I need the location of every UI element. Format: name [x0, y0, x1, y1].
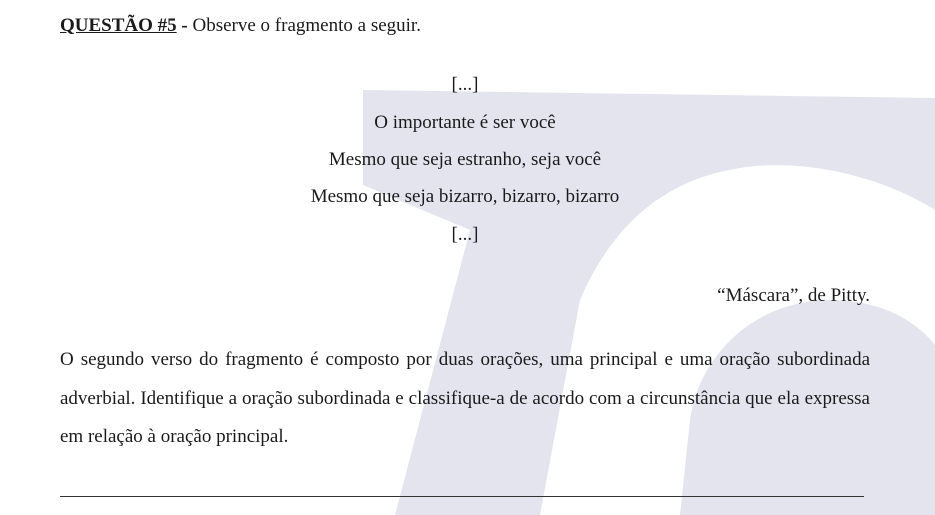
question-heading: [60, 14, 421, 38]
excerpt-line: Mesmo que seja estranho, seja você: [328, 149, 602, 170]
question-intro: Observe o fragmento a seguir.: [192, 15, 421, 36]
excerpt-line: [...]: [451, 74, 479, 95]
excerpt-line: Mesmo que seja bizarro, bizarro, bizarro: [310, 186, 620, 207]
question-number: QUESTÃO #5: [60, 15, 177, 36]
excerpt-attribution: “Máscara”, de Pitty.: [717, 285, 870, 306]
question-prompt: O segundo verso do fragmento é composto por duas orações, uma principal e uma oração subordinada adverbial. Identifique a oração subordinada e classifique-a de acordo com a circunstância que ela expressa em relação à oração principal.: [60, 349, 870, 447]
heading-separator: -: [176, 15, 193, 36]
excerpt-line: [...]: [451, 224, 479, 245]
excerpt-line: O importante é ser você: [374, 112, 556, 133]
answer-line[interactable]: [60, 496, 864, 497]
